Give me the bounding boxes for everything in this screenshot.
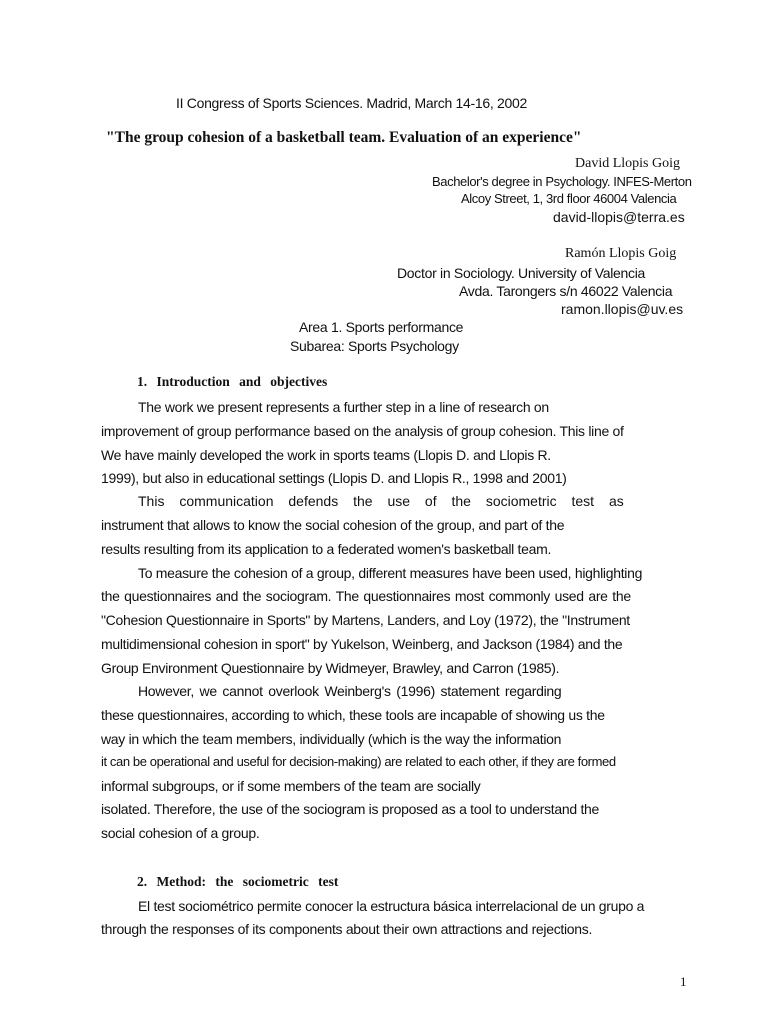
author-2-email[interactable]: ramon.llopis@uv.es [561, 301, 684, 317]
paragraph-line: way in which the team members, individually (which is the way the information [101, 731, 562, 747]
author-1-email[interactable]: david-llopis@terra.es [553, 209, 685, 225]
paragraph-line: these questionnaires, according to which, these tools are incapable of showing us the [101, 707, 605, 723]
paragraph-line: "Cohesion Questionnaire in Sports" by Martens, Landers, and Loy (1972), the "Instrument [101, 612, 630, 628]
paragraph-line: instrument that allows to know the social cohesion of the group, and part of the [101, 517, 565, 533]
congress-line: II Congress of Sports Sciences. Madrid, March 14-16, 2002 [176, 95, 527, 111]
paragraph-line: multidimensional cohesion in sport" by Yukelson, Weinberg, and Jackson (1984) and the [101, 636, 623, 652]
paragraph-line: To measure the cohesion of a group, different measures have been used, highlighting [138, 565, 643, 581]
author-2-name: Ramón Llopis Goig [565, 246, 677, 261]
paragraph-line: El test sociométrico permite conocer la estructura básica interrelacional de un grupo a [138, 898, 645, 914]
paragraph-line: results resulting from its application to a federated women's basketball team. [101, 541, 552, 557]
author-1-degree: Bachelor's degree in Psychology. INFES-Merton [432, 174, 692, 189]
paragraph-line: the questionnaires and the sociogram. The questionnaires most commonly used are the [101, 588, 631, 604]
section-1-heading: 1. Introduction and objectives [137, 374, 328, 389]
paragraph-line: improvement of group performance based on the analysis of group cohesion. This line of [101, 423, 624, 439]
author-1-name: David Llopis Goig [575, 156, 680, 171]
paper-title: "The group cohesion of a basketball team. Evaluation of an experience" [106, 129, 582, 146]
paragraph-line: social cohesion of a group. [101, 825, 260, 841]
subarea-line: Subarea: Sports Psychology [290, 338, 459, 354]
section-2-heading: 2. Method: the sociometric test [137, 874, 339, 889]
paragraph-line: We have mainly developed the work in sports teams (Llopis D. and Llopis R. [101, 447, 551, 463]
paragraph-line: isolated. Therefore, the use of the sociogram is proposed as a tool to understand the [101, 801, 600, 817]
author-2-degree: Doctor in Sociology. University of Valencia [397, 265, 646, 281]
paragraph-line: This communication defends the use of the sociometric test as [138, 493, 624, 509]
paragraph-line: through the responses of its components about their own attractions and rejections. [101, 921, 593, 937]
paragraph-line: The work we present represents a further step in a line of research on [138, 399, 549, 415]
author-2-address: Avda. Tarongers s/n 46022 Valencia [459, 283, 673, 299]
area-line: Area 1. Sports performance [299, 319, 464, 335]
author-1-address: Alcoy Street, 1, 3rd floor 46004 Valencia [461, 191, 677, 206]
paragraph-line: However, we cannot overlook Weinberg's (1996) statement regarding [138, 683, 562, 699]
page-number: 1 [680, 974, 687, 989]
paragraph-line: informal subgroups, or if some members of the team are socially [101, 778, 481, 794]
paragraph-line: it can be operational and useful for decision-making) are related to each other, if they are formed [101, 754, 616, 769]
paragraph-line: 1999), but also in educational settings (Llopis D. and Llopis R., 1998 and 2001) [101, 470, 567, 486]
paragraph-line: Group Environment Questionnaire by Widmeyer, Brawley, and Carron (1985). [101, 660, 560, 676]
